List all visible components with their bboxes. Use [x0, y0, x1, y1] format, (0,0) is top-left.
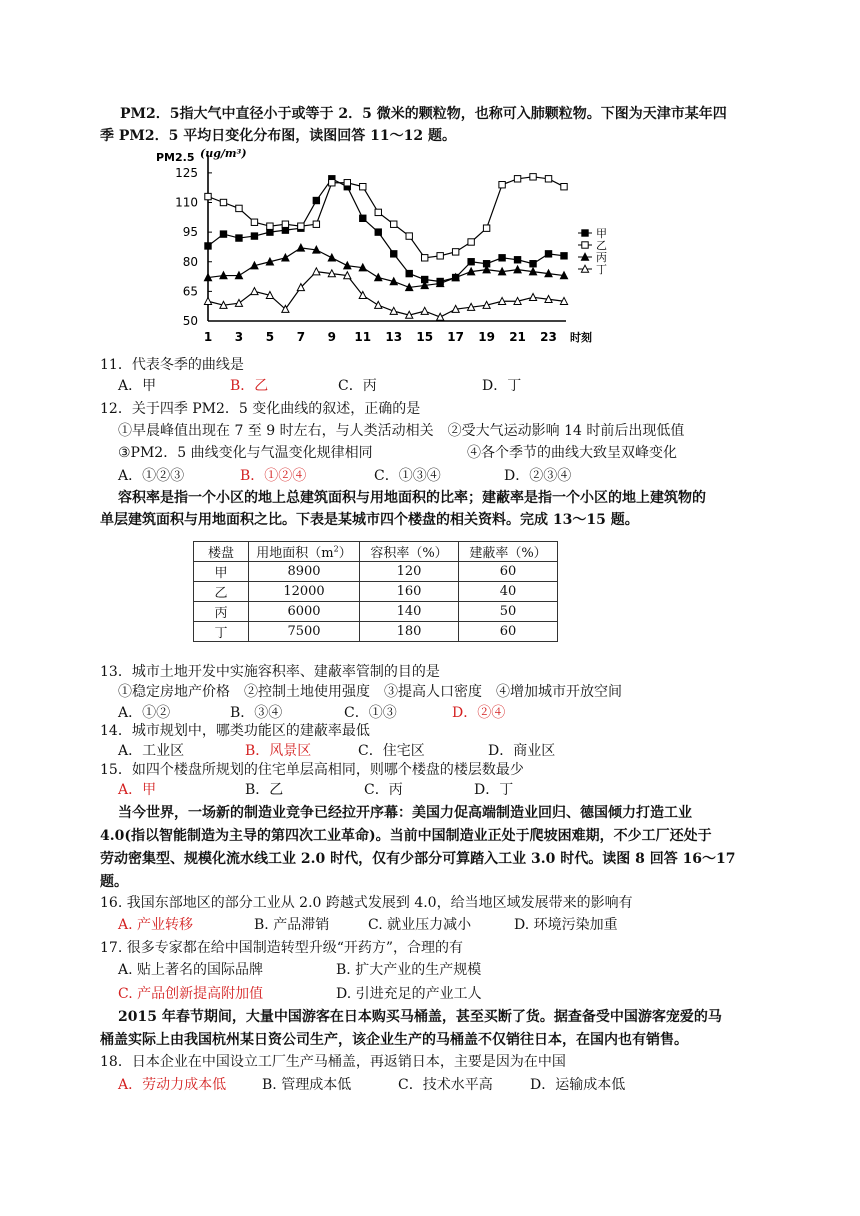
table-row — [194, 602, 558, 622]
table-row — [194, 582, 558, 602]
data-point — [360, 184, 366, 190]
q14-option-b[interactable]: B．风景区 — [245, 743, 312, 759]
q12-statement-2: ③PM2．5 曲线变化与气温变化规律相同 — [118, 445, 373, 461]
q13-option-d[interactable]: D．②④ — [452, 705, 506, 721]
data-point — [514, 257, 520, 263]
q15-option-a[interactable]: A．甲 — [118, 782, 157, 798]
data-point — [545, 251, 551, 257]
table-cell: 8900 — [249, 562, 360, 582]
table-cell: 7500 — [249, 622, 360, 642]
q12-option-c[interactable]: C．①③④ — [374, 468, 441, 484]
legend-label: 甲 — [596, 227, 607, 240]
intro2-line2: 单层建筑面积与用地面积之比。下表是某城市四个楼盘的相关资料。完成 13～15 题。 — [100, 512, 639, 528]
data-point — [267, 223, 273, 229]
intro1-line2: 季 PM2．5 平均日变化分布图，读图回答 11～12 题。 — [100, 128, 456, 144]
data-point — [236, 235, 242, 241]
data-point — [530, 174, 536, 180]
data-point — [282, 254, 289, 261]
intro4-line1: 2015 年春节期间，大量中国游客在日本购买马桶盖，甚至买断了货。据查备受中国游客宠爱的马 — [118, 1009, 722, 1025]
y-tick-label: 95 — [182, 225, 198, 240]
data-point — [297, 244, 304, 251]
area-header-text: 用地面积（m — [256, 546, 334, 561]
data-point — [514, 266, 521, 273]
table-header-cell: 建蔽率（%） — [459, 542, 558, 562]
data-point — [282, 221, 288, 227]
q15-option-d[interactable]: D．丁 — [474, 782, 514, 798]
series-3 — [204, 268, 567, 320]
q17-option-d[interactable]: D. 引进充足的产业工人 — [336, 986, 482, 1002]
table-header-row — [194, 542, 558, 562]
data-point — [390, 307, 397, 314]
q18-option-a[interactable]: A．劳动力成本低 — [118, 1077, 227, 1093]
data-point — [375, 209, 381, 215]
series-line — [208, 272, 564, 317]
table-cell: 丁 — [194, 622, 249, 642]
intro1-line1: PM2．5指大气中直径小于或等于 2．5 微米的颗粒物，也称可入肺颗粒物。下图为天津市某年四 — [120, 106, 727, 122]
data-point — [545, 176, 551, 182]
data-point — [235, 299, 242, 306]
data-point — [360, 215, 366, 221]
y-axis-label: PM2.5 — [156, 151, 195, 164]
x-tick-label: 13 — [385, 330, 403, 344]
data-point — [561, 253, 567, 259]
y-tick-label: 110 — [175, 195, 198, 210]
data-point — [421, 307, 428, 314]
q15-option-b[interactable]: B．乙 — [245, 782, 284, 798]
q12-statement-3: ④各个季节的曲线大致呈双峰变化 — [467, 445, 677, 461]
series-line — [208, 248, 564, 287]
q13-option-a[interactable]: A．①② — [118, 705, 171, 721]
q16-option-d[interactable]: D. 环境污染加重 — [514, 917, 618, 933]
data-point — [437, 253, 443, 259]
data-point — [406, 233, 412, 239]
q11-option-d[interactable]: D．丁 — [482, 378, 522, 394]
q11-option-a[interactable]: A．甲 — [118, 378, 157, 394]
series-line — [208, 179, 564, 282]
data-point — [452, 249, 458, 255]
y-tick-label: 125 — [175, 165, 198, 180]
data-point — [328, 254, 335, 261]
pm25-chart — [150, 145, 610, 345]
y-tick-label: 50 — [182, 314, 198, 328]
data-point — [204, 297, 211, 304]
data-point — [437, 313, 444, 320]
table-cell: 40 — [459, 582, 558, 602]
series-2 — [204, 244, 567, 291]
q12-option-a[interactable]: A．①②③ — [118, 468, 185, 484]
q13-option-c[interactable]: C．①③ — [344, 705, 397, 721]
data-point — [561, 184, 567, 190]
q12-option-d[interactable]: D．②③④ — [504, 468, 572, 484]
q18-option-b[interactable]: B. 管理成本低 — [262, 1077, 352, 1093]
legend-label: 乙 — [596, 239, 607, 252]
q11-option-b[interactable]: B．乙 — [230, 378, 269, 394]
data-point — [406, 270, 412, 276]
area-header-sup: 2 — [333, 544, 339, 554]
y-axis-unit: (ug/m³) — [200, 147, 247, 160]
q13-stem: 13．城市土地开发中实施容积率、建蔽率管制的目的是 — [100, 664, 440, 680]
data-point — [468, 239, 474, 245]
data-point — [514, 176, 520, 182]
q11-option-c[interactable]: C．丙 — [338, 378, 377, 394]
q14-option-d[interactable]: D．商业区 — [488, 743, 556, 759]
data-point — [344, 180, 350, 186]
data-point — [344, 262, 351, 269]
q12-stem: 12．关于四季 PM2．5 变化曲线的叙述，正确的是 — [100, 401, 421, 417]
table-cell: 140 — [360, 602, 459, 622]
x-tick-label: 1 — [203, 330, 213, 344]
data-point — [529, 294, 536, 301]
data-point — [483, 225, 489, 231]
data-point — [251, 219, 257, 225]
x-tick-label: 5 — [265, 330, 275, 344]
data-point — [205, 243, 211, 249]
x-tick-label: 17 — [447, 330, 465, 344]
q15-option-c[interactable]: C．丙 — [364, 782, 403, 798]
data-point — [236, 205, 242, 211]
q13-option-b[interactable]: B．③④ — [230, 705, 283, 721]
intro3-line4: 题。 — [100, 874, 128, 890]
area-header-close: ） — [338, 546, 352, 561]
intro2-line1: 容积率是指一个小区的地上总建筑面积与用地面积的比率；建蔽率是指一个小区的地上建筑物的 — [118, 490, 706, 506]
table-cell: 6000 — [249, 602, 360, 622]
data-point — [391, 251, 397, 257]
table-header-cell — [249, 542, 360, 562]
table-cell: 甲 — [194, 562, 249, 582]
y-tick-label: 65 — [182, 284, 198, 299]
table-cell: 120 — [360, 562, 459, 582]
x-tick-label: 9 — [327, 330, 337, 344]
q17-option-b[interactable]: B. 扩大产业的生产规模 — [336, 962, 482, 978]
intro4-line2: 桶盖实际上由我国杭州某日资公司生产，该企业生产的马桶盖不仅销往日本，在国内也有销售。 — [100, 1032, 688, 1048]
q15-stem: 15．如四个楼盘所规划的住宅单层高相同，则哪个楼盘的楼层数最少 — [100, 762, 524, 778]
x-tick-label: 23 — [540, 330, 557, 344]
data-point — [582, 230, 588, 236]
legend-label: 丙 — [596, 251, 607, 264]
data-point — [421, 255, 427, 261]
q14-option-a[interactable]: A．工业区 — [118, 743, 185, 759]
x-axis-label: 时刻 — [570, 331, 592, 344]
table-header-cell: 容积率（%） — [360, 542, 459, 562]
intro3-line2: 4.0(指以智能制造为主导的第四次工业革命)。当前中国制造业正处于爬坡困难期，不少工厂还处于 — [100, 828, 712, 844]
data-point — [530, 261, 536, 267]
table-row — [194, 622, 558, 642]
data-point — [251, 288, 258, 295]
data-point — [205, 193, 211, 199]
table-cell: 乙 — [194, 582, 249, 602]
table-cell: 160 — [360, 582, 459, 602]
q18-option-c[interactable]: C．技术水平高 — [398, 1077, 493, 1093]
data-point — [468, 259, 474, 265]
intro3-line1: 当今世界，一场新的制造业竞争已经拉开序幕：美国力促高端制造业回归、德国倾力打造工业 — [118, 805, 692, 821]
q18-stem: 18．日本企业在中国设立工厂生产马桶盖，再返销日本，主要是因为在中国 — [100, 1054, 566, 1070]
data-point — [313, 268, 320, 275]
data-point — [313, 221, 319, 227]
table-row — [194, 562, 558, 582]
x-tick-label: 11 — [354, 330, 372, 344]
q17-stem: 17. 很多专家都在给中国制造转型升级“开药方”，合理的有 — [100, 940, 464, 956]
data-point — [499, 255, 505, 261]
x-tick-label: 3 — [234, 330, 244, 344]
q18-option-d[interactable]: D．运输成本低 — [530, 1077, 626, 1093]
q17-option-a[interactable]: A. 贴上著名的国际品牌 — [118, 962, 264, 978]
q12-statement-1: ①早晨峰值出现在 7 至 9 时左右，与人类活动相关 ②受大气运动影响 14 时前后出现低值 — [118, 423, 685, 439]
q14-option-c[interactable]: C．住宅区 — [358, 743, 425, 759]
data-point — [298, 223, 304, 229]
data-point — [220, 199, 226, 205]
q12-option-b[interactable]: B．①②④ — [240, 468, 307, 484]
table-cell: 180 — [360, 622, 459, 642]
x-tick-label: 7 — [296, 330, 306, 344]
data-point — [313, 197, 319, 203]
intro3-line3: 劳动密集型、规模化流水线工业 2.0 时代，仅有少部分可算踏入工业 3.0 时代。读图 8 回答 16～17 — [100, 851, 736, 867]
table-cell: 60 — [459, 562, 558, 582]
table-cell: 60 — [459, 622, 558, 642]
x-tick-label: 21 — [509, 330, 526, 344]
table-header-cell: 楼盘 — [194, 542, 249, 562]
x-tick-label: 15 — [416, 330, 434, 344]
q16-option-b[interactable]: B. 产品滞销 — [254, 917, 330, 933]
q13-statement-1: ①稳定房地产价格 ②控制土地使用强度 ③提高人口密度 ④增加城市开放空间 — [118, 684, 622, 700]
data-point — [375, 274, 382, 281]
x-tick-label: 19 — [478, 330, 495, 344]
y-tick-label: 80 — [182, 254, 198, 269]
data-point — [391, 221, 397, 227]
data-point — [251, 233, 257, 239]
q16-stem: 16. 我国东部地区的部分工业从 2.0 跨越式发展到 4.0，给当地区域发展带来的影响有 — [100, 895, 633, 911]
building-table — [193, 541, 558, 642]
data-point — [220, 231, 226, 237]
data-point — [375, 229, 381, 235]
q17-option-c[interactable]: C. 产品创新提高附加值 — [118, 986, 264, 1002]
data-point — [375, 301, 382, 308]
table-cell: 12000 — [249, 582, 360, 602]
data-point — [582, 242, 588, 248]
legend-label: 丁 — [596, 263, 607, 276]
q16-option-c[interactable]: C. 就业压力减小 — [368, 917, 472, 933]
q11-stem: 11．代表冬季的曲线是 — [100, 357, 244, 373]
series-1 — [205, 174, 567, 261]
series-0 — [205, 176, 567, 285]
data-point — [329, 180, 335, 186]
table-cell: 丙 — [194, 602, 249, 622]
q16-option-a[interactable]: A. 产业转移 — [118, 917, 194, 933]
q14-stem: 14．城市规划中，哪类功能区的建蔽率最低 — [100, 723, 370, 739]
data-point — [499, 182, 505, 188]
table-cell: 50 — [459, 602, 558, 622]
series-line — [208, 177, 564, 258]
